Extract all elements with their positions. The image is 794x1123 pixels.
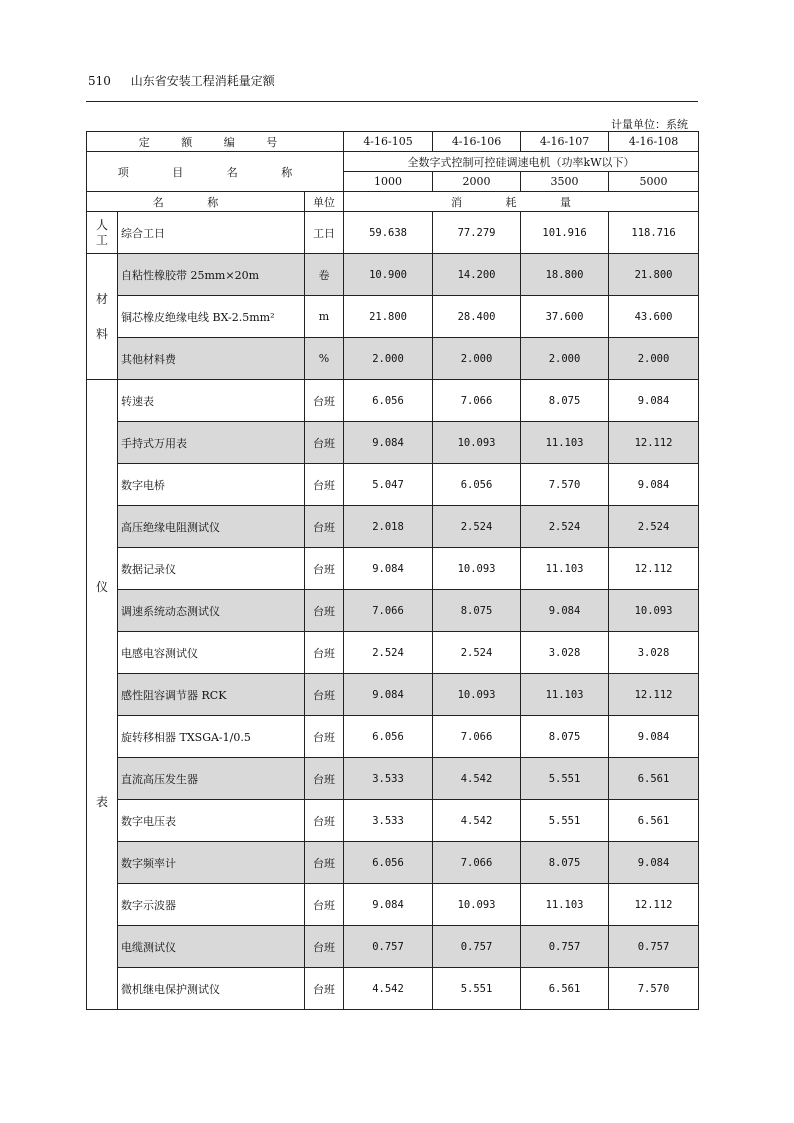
value-cell: 0.757 bbox=[609, 926, 699, 968]
value-cell: 12.112 bbox=[609, 422, 699, 464]
table-row bbox=[87, 506, 699, 548]
value-cell: 5.551 bbox=[433, 968, 521, 1010]
table-row bbox=[87, 632, 699, 674]
quota-table bbox=[86, 131, 699, 1010]
value-cell: 7.066 bbox=[433, 380, 521, 422]
category-char: 仪 bbox=[95, 580, 108, 595]
value-cell: 11.103 bbox=[521, 422, 609, 464]
category-char: 人 bbox=[95, 218, 108, 233]
value-cell: 6.561 bbox=[521, 968, 609, 1010]
value-cell: 9.084 bbox=[609, 842, 699, 884]
item-unit: 台班 bbox=[305, 548, 344, 590]
value-cell: 6.056 bbox=[344, 380, 433, 422]
value-cell: 43.600 bbox=[609, 296, 699, 338]
value-cell: 2.000 bbox=[433, 338, 521, 380]
item-name: 综合工日 bbox=[118, 212, 305, 254]
item-unit: 台班 bbox=[305, 800, 344, 842]
value-cell: 11.103 bbox=[521, 548, 609, 590]
value-cell: 11.103 bbox=[521, 674, 609, 716]
table-row bbox=[87, 674, 699, 716]
table-row bbox=[87, 212, 699, 254]
value-cell: 10.093 bbox=[609, 590, 699, 632]
table-row bbox=[87, 464, 699, 506]
value-cell: 77.279 bbox=[433, 212, 521, 254]
item-name: 电感电容测试仪 bbox=[118, 632, 305, 674]
value-cell: 18.800 bbox=[521, 254, 609, 296]
value-cell: 8.075 bbox=[433, 590, 521, 632]
item-unit: 台班 bbox=[305, 506, 344, 548]
table-row bbox=[87, 884, 699, 926]
value-cell: 0.757 bbox=[344, 926, 433, 968]
value-cell: 5.551 bbox=[521, 800, 609, 842]
code-cell: 4-16-106 bbox=[433, 132, 521, 152]
value-cell: 7.066 bbox=[433, 716, 521, 758]
category-material bbox=[87, 254, 118, 380]
item-name: 电缆测试仪 bbox=[118, 926, 305, 968]
value-cell: 2.000 bbox=[609, 338, 699, 380]
value-cell: 8.075 bbox=[521, 380, 609, 422]
value-cell: 9.084 bbox=[344, 422, 433, 464]
value-cell: 6.561 bbox=[609, 758, 699, 800]
power-cell: 1000 bbox=[344, 172, 433, 192]
value-cell: 11.103 bbox=[521, 884, 609, 926]
power-cell: 2000 bbox=[433, 172, 521, 192]
item-title: 全数字式控制可控硅调速电机（功率kW以下） bbox=[344, 152, 699, 172]
category-char: 料 bbox=[95, 326, 108, 341]
value-cell: 59.638 bbox=[344, 212, 433, 254]
item-unit: 台班 bbox=[305, 464, 344, 506]
table-row bbox=[87, 422, 699, 464]
table-row bbox=[87, 548, 699, 590]
item-name: 微机继电保护测试仪 bbox=[118, 968, 305, 1010]
item-name: 数字频率计 bbox=[118, 842, 305, 884]
code-cell: 4-16-105 bbox=[344, 132, 433, 152]
item-name: 高压绝缘电阻测试仪 bbox=[118, 506, 305, 548]
book-title: 山东省安装工程消耗量定额 bbox=[130, 74, 275, 88]
item-unit: 台班 bbox=[305, 884, 344, 926]
power-cell: 3500 bbox=[521, 172, 609, 192]
item-name: 数据记录仪 bbox=[118, 548, 305, 590]
value-cell: 14.200 bbox=[433, 254, 521, 296]
value-cell: 2.000 bbox=[344, 338, 433, 380]
column-header-row bbox=[87, 192, 699, 212]
item-unit: 工日 bbox=[305, 212, 344, 254]
value-cell: 21.800 bbox=[344, 296, 433, 338]
value-cell: 3.533 bbox=[344, 800, 433, 842]
value-cell: 7.066 bbox=[344, 590, 433, 632]
power-cell: 5000 bbox=[609, 172, 699, 192]
value-cell: 118.716 bbox=[609, 212, 699, 254]
item-name: 其他材料费 bbox=[118, 338, 305, 380]
value-cell: 10.093 bbox=[433, 422, 521, 464]
item-name: 数字示波器 bbox=[118, 884, 305, 926]
category-instrument bbox=[87, 380, 118, 1010]
value-cell: 5.047 bbox=[344, 464, 433, 506]
value-cell: 6.056 bbox=[433, 464, 521, 506]
value-cell: 3.533 bbox=[344, 758, 433, 800]
item-unit: 台班 bbox=[305, 632, 344, 674]
value-cell: 9.084 bbox=[344, 548, 433, 590]
value-cell: 12.112 bbox=[609, 548, 699, 590]
item-unit: % bbox=[305, 338, 344, 380]
value-cell: 101.916 bbox=[521, 212, 609, 254]
consumption-header: 消 耗 量 bbox=[344, 192, 699, 212]
item-title-row bbox=[87, 152, 699, 172]
value-cell: 8.075 bbox=[521, 842, 609, 884]
value-cell: 28.400 bbox=[433, 296, 521, 338]
value-cell: 9.084 bbox=[609, 716, 699, 758]
value-cell: 3.028 bbox=[521, 632, 609, 674]
value-cell: 7.570 bbox=[609, 968, 699, 1010]
value-cell: 7.066 bbox=[433, 842, 521, 884]
item-name: 手持式万用表 bbox=[118, 422, 305, 464]
code-cell: 4-16-108 bbox=[609, 132, 699, 152]
value-cell: 12.112 bbox=[609, 674, 699, 716]
value-cell: 9.084 bbox=[609, 464, 699, 506]
value-cell: 2.524 bbox=[521, 506, 609, 548]
item-name: 转速表 bbox=[118, 380, 305, 422]
table-row bbox=[87, 254, 699, 296]
item-name: 自粘性橡胶带 25mm×20m bbox=[118, 254, 305, 296]
item-unit: 台班 bbox=[305, 758, 344, 800]
category-char: 工 bbox=[95, 232, 108, 247]
value-cell: 9.084 bbox=[609, 380, 699, 422]
table-row bbox=[87, 716, 699, 758]
value-cell: 2.524 bbox=[344, 632, 433, 674]
table-row bbox=[87, 758, 699, 800]
item-unit: 台班 bbox=[305, 590, 344, 632]
name-header: 名 称 bbox=[87, 192, 305, 212]
item-unit: 台班 bbox=[305, 380, 344, 422]
item-unit: 台班 bbox=[305, 842, 344, 884]
table-row bbox=[87, 590, 699, 632]
value-cell: 0.757 bbox=[433, 926, 521, 968]
header-rule bbox=[86, 101, 698, 102]
value-cell: 4.542 bbox=[433, 758, 521, 800]
value-cell: 2.524 bbox=[609, 506, 699, 548]
item-name: 数字电压表 bbox=[118, 800, 305, 842]
category-char: 材 bbox=[95, 292, 108, 307]
item-unit: 卷 bbox=[305, 254, 344, 296]
item-unit: 台班 bbox=[305, 716, 344, 758]
value-cell: 0.757 bbox=[521, 926, 609, 968]
value-cell: 6.561 bbox=[609, 800, 699, 842]
value-cell: 10.900 bbox=[344, 254, 433, 296]
item-name: 感性阻容调节器 RCK bbox=[118, 674, 305, 716]
value-cell: 2.524 bbox=[433, 506, 521, 548]
value-cell: 4.542 bbox=[344, 968, 433, 1010]
item-unit: m bbox=[305, 296, 344, 338]
value-cell: 2.018 bbox=[344, 506, 433, 548]
item-unit: 台班 bbox=[305, 926, 344, 968]
value-cell: 3.028 bbox=[609, 632, 699, 674]
code-label: 定 额 编 号 bbox=[87, 132, 344, 152]
item-name: 调速系统动态测试仪 bbox=[118, 590, 305, 632]
unit-header: 单位 bbox=[305, 192, 344, 212]
item-label: 项 目 名 称 bbox=[87, 152, 344, 192]
table-row bbox=[87, 926, 699, 968]
table-row bbox=[87, 338, 699, 380]
value-cell: 21.800 bbox=[609, 254, 699, 296]
value-cell: 12.112 bbox=[609, 884, 699, 926]
category-char: 表 bbox=[95, 794, 108, 809]
value-cell: 8.075 bbox=[521, 716, 609, 758]
code-cell: 4-16-107 bbox=[521, 132, 609, 152]
item-unit: 台班 bbox=[305, 674, 344, 716]
value-cell: 9.084 bbox=[344, 674, 433, 716]
value-cell: 5.551 bbox=[521, 758, 609, 800]
item-name: 数字电桥 bbox=[118, 464, 305, 506]
value-cell: 10.093 bbox=[433, 548, 521, 590]
table-row bbox=[87, 380, 699, 422]
table-row bbox=[87, 842, 699, 884]
value-cell: 37.600 bbox=[521, 296, 609, 338]
item-name: 直流高压发生器 bbox=[118, 758, 305, 800]
value-cell: 6.056 bbox=[344, 716, 433, 758]
value-cell: 10.093 bbox=[433, 674, 521, 716]
item-unit: 台班 bbox=[305, 422, 344, 464]
value-cell: 2.524 bbox=[433, 632, 521, 674]
unit-note: 计量单位：系统 bbox=[611, 118, 688, 131]
value-cell: 6.056 bbox=[344, 842, 433, 884]
page-header bbox=[88, 72, 275, 89]
value-cell: 4.542 bbox=[433, 800, 521, 842]
value-cell: 9.084 bbox=[521, 590, 609, 632]
category-labor bbox=[87, 212, 118, 254]
page-number: 510 bbox=[88, 74, 111, 88]
value-cell: 9.084 bbox=[344, 884, 433, 926]
item-unit: 台班 bbox=[305, 968, 344, 1010]
value-cell: 7.570 bbox=[521, 464, 609, 506]
value-cell: 10.093 bbox=[433, 884, 521, 926]
table-row bbox=[87, 296, 699, 338]
value-cell: 2.000 bbox=[521, 338, 609, 380]
item-name: 铜芯橡皮绝缘电线 BX-2.5mm² bbox=[118, 296, 305, 338]
item-name: 旋转移相器 TXSGA-1/0.5 bbox=[118, 716, 305, 758]
table-row bbox=[87, 800, 699, 842]
table-row bbox=[87, 968, 699, 1010]
code-row bbox=[87, 132, 699, 152]
